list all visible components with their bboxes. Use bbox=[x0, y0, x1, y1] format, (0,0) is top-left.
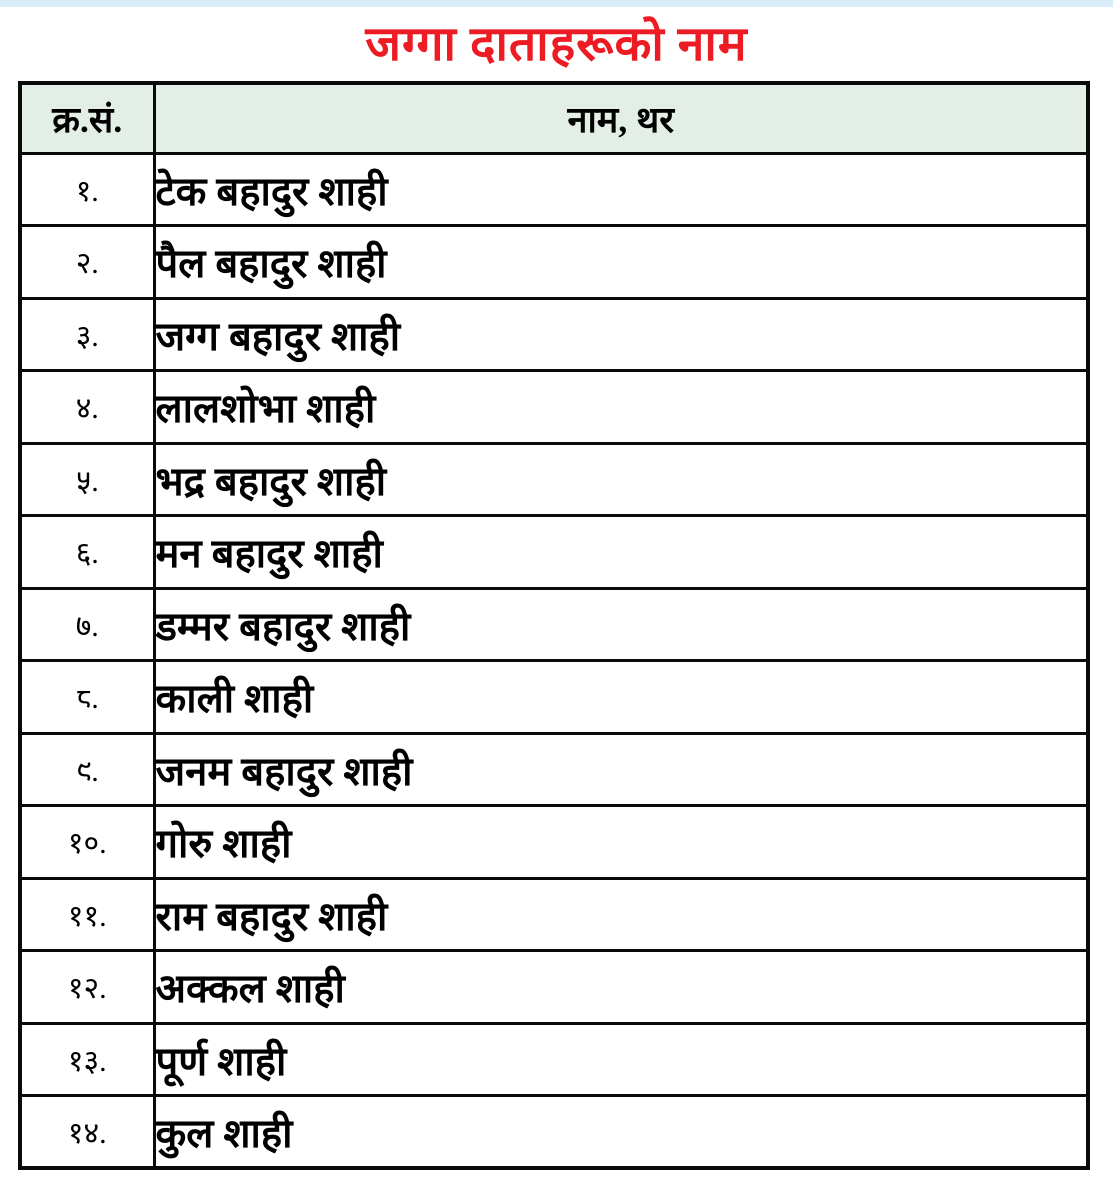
serial-cell: ५. bbox=[20, 443, 154, 516]
name-cell: गोरु शाही bbox=[154, 806, 1088, 879]
name-cell: पैल बहादुर शाही bbox=[154, 226, 1088, 299]
table-row bbox=[20, 806, 1088, 879]
table-row bbox=[20, 588, 1088, 661]
serial-cell: ६. bbox=[20, 516, 154, 589]
name-cell: टेक बहादुर शाही bbox=[154, 153, 1088, 226]
name-cell: डम्मर बहादुर शाही bbox=[154, 588, 1088, 661]
table-row bbox=[20, 226, 1088, 299]
column-header-name: नाम, थर bbox=[154, 83, 1088, 153]
serial-cell: ४. bbox=[20, 371, 154, 444]
name-cell: अक्कल शाही bbox=[154, 951, 1088, 1024]
name-cell: भद्र बहादुर शाही bbox=[154, 443, 1088, 516]
name-cell: कुल शाही bbox=[154, 1096, 1088, 1169]
table-row bbox=[20, 878, 1088, 951]
name-cell: मन बहादुर शाही bbox=[154, 516, 1088, 589]
serial-cell: ३. bbox=[20, 298, 154, 371]
serial-cell: १०. bbox=[20, 806, 154, 879]
name-cell: पूर्ण शाही bbox=[154, 1023, 1088, 1096]
serial-cell: २. bbox=[20, 226, 154, 299]
serial-cell: ९. bbox=[20, 733, 154, 806]
page-title: जग्गा दाताहरूको नाम bbox=[365, 18, 748, 71]
name-cell: लालशोभा शाही bbox=[154, 371, 1088, 444]
name-cell: राम बहादुर शाही bbox=[154, 878, 1088, 951]
table-header-row bbox=[20, 83, 1088, 153]
table-row bbox=[20, 443, 1088, 516]
table-row bbox=[20, 153, 1088, 226]
donor-table bbox=[18, 81, 1090, 1170]
serial-cell: १३. bbox=[20, 1023, 154, 1096]
serial-cell: ८. bbox=[20, 661, 154, 734]
serial-cell: १४. bbox=[20, 1096, 154, 1169]
table-row bbox=[20, 298, 1088, 371]
name-cell: काली शाही bbox=[154, 661, 1088, 734]
top-decorative-strip bbox=[0, 0, 1113, 7]
table-row bbox=[20, 371, 1088, 444]
table-row bbox=[20, 516, 1088, 589]
table-row bbox=[20, 661, 1088, 734]
name-cell: जग्ग बहादुर शाही bbox=[154, 298, 1088, 371]
column-header-serial: क्र.सं. bbox=[20, 83, 154, 153]
serial-cell: ११. bbox=[20, 878, 154, 951]
table-row bbox=[20, 951, 1088, 1024]
serial-cell: १२. bbox=[20, 951, 154, 1024]
table-row bbox=[20, 1023, 1088, 1096]
table-row bbox=[20, 1096, 1088, 1169]
name-cell: जनम बहादुर शाही bbox=[154, 733, 1088, 806]
serial-cell: १. bbox=[20, 153, 154, 226]
serial-cell: ७. bbox=[20, 588, 154, 661]
table-row bbox=[20, 733, 1088, 806]
